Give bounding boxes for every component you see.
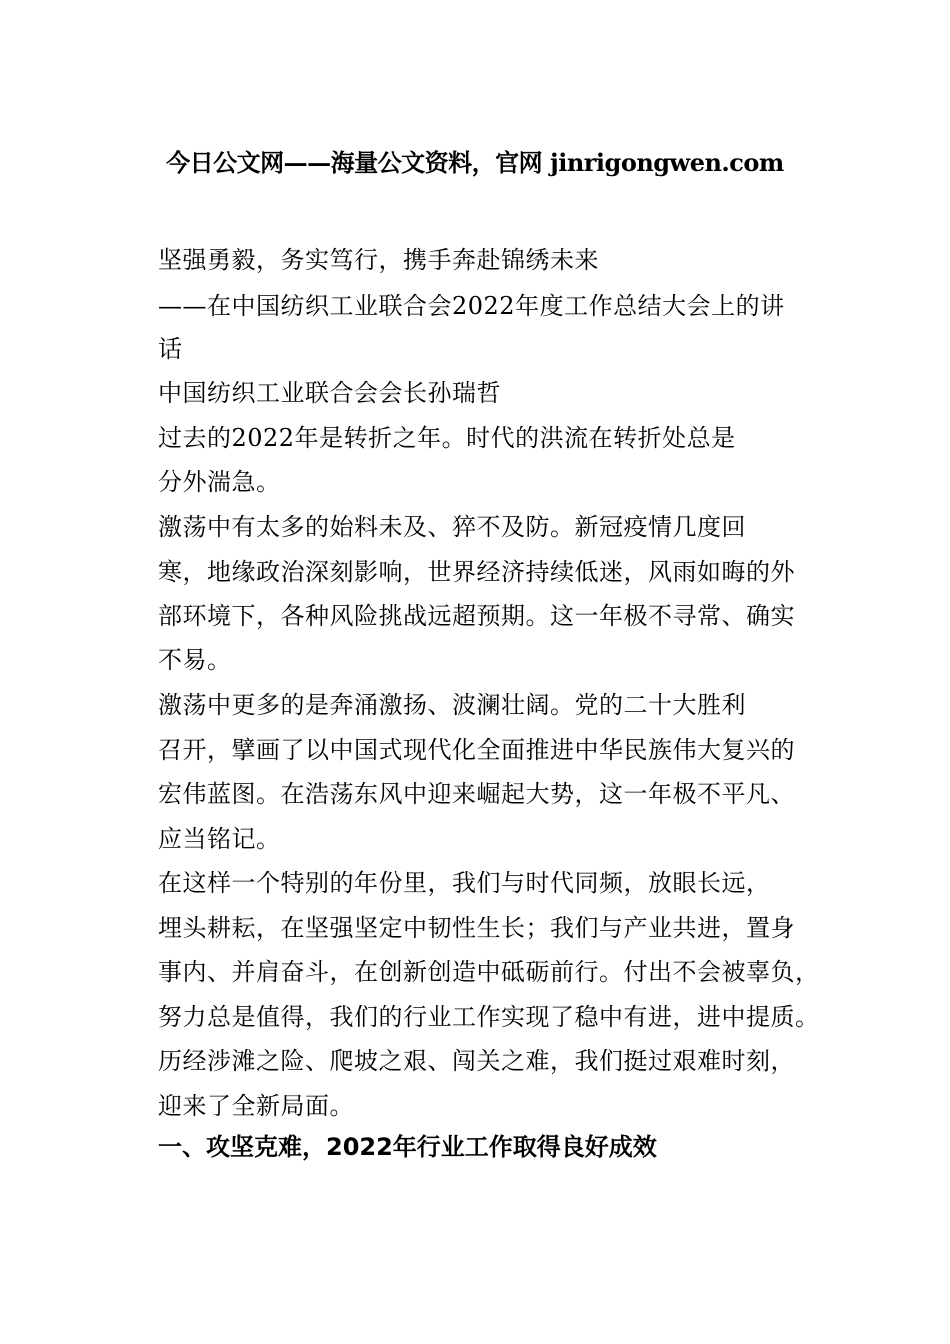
article-subtitle-cont: 话 [158, 335, 183, 363]
paragraph-line: 召开，擘画了以中国式现代化全面推进中华民族伟大复兴的 [158, 736, 795, 764]
paragraph-line: 寒，地缘政治深刻影响，世界经济持续低迷，风雨如晦的外 [158, 558, 795, 586]
paragraph-line: 激荡中更多的是奔涌激扬、波澜壮阔。党的二十大胜利 [158, 691, 746, 719]
article-author: 中国纺织工业联合会会长孙瑞哲 [158, 379, 501, 407]
paragraph-line: 努力总是值得，我们的行业工作实现了稳中有进，进中提质。 [158, 1003, 820, 1031]
paragraph-line: 埋头耕耘，在坚强坚定中韧性生长；我们与产业共进，置身 [158, 914, 795, 942]
paragraph-line: 不易。 [158, 646, 232, 674]
section-heading: 一、攻坚克难，2022年行业工作取得良好成效 [158, 1133, 657, 1161]
paragraph-line: 在这样一个特别的年份里，我们与时代同频，放眼长远， [158, 869, 771, 897]
article-title: 坚强勇毅，务实笃行，携手奔赴锦绣未来 [158, 246, 599, 274]
paragraph-line: 应当铭记。 [158, 825, 281, 853]
article-subtitle: ——在中国纺织工业联合会2022年度工作总结大会上的讲 [158, 292, 785, 320]
paragraph-line: 事内、并肩奋斗，在创新创造中砥砺前行。付出不会被辜负， [158, 958, 820, 986]
paragraph-line: 历经涉滩之险、爬坡之艰、闯关之难，我们挺过艰难时刻， [158, 1047, 795, 1075]
paragraph-line: 激荡中有太多的始料未及、猝不及防。新冠疫情几度回 [158, 513, 746, 541]
paragraph-line: 分外湍急。 [158, 468, 281, 496]
paragraph-line: 过去的2022年是转折之年。时代的洪流在转折处总是 [158, 424, 736, 452]
site-header: 今日公文网——海量公文资料，官网 jinrigongwen.com [166, 148, 784, 177]
paragraph-line: 部环境下，各种风险挑战远超预期。这一年极不寻常、确实 [158, 602, 795, 630]
paragraph-line: 宏伟蓝图。在浩荡东风中迎来崛起大势，这一年极不平凡、 [158, 780, 795, 808]
paragraph-line: 迎来了全新局面。 [158, 1092, 354, 1120]
